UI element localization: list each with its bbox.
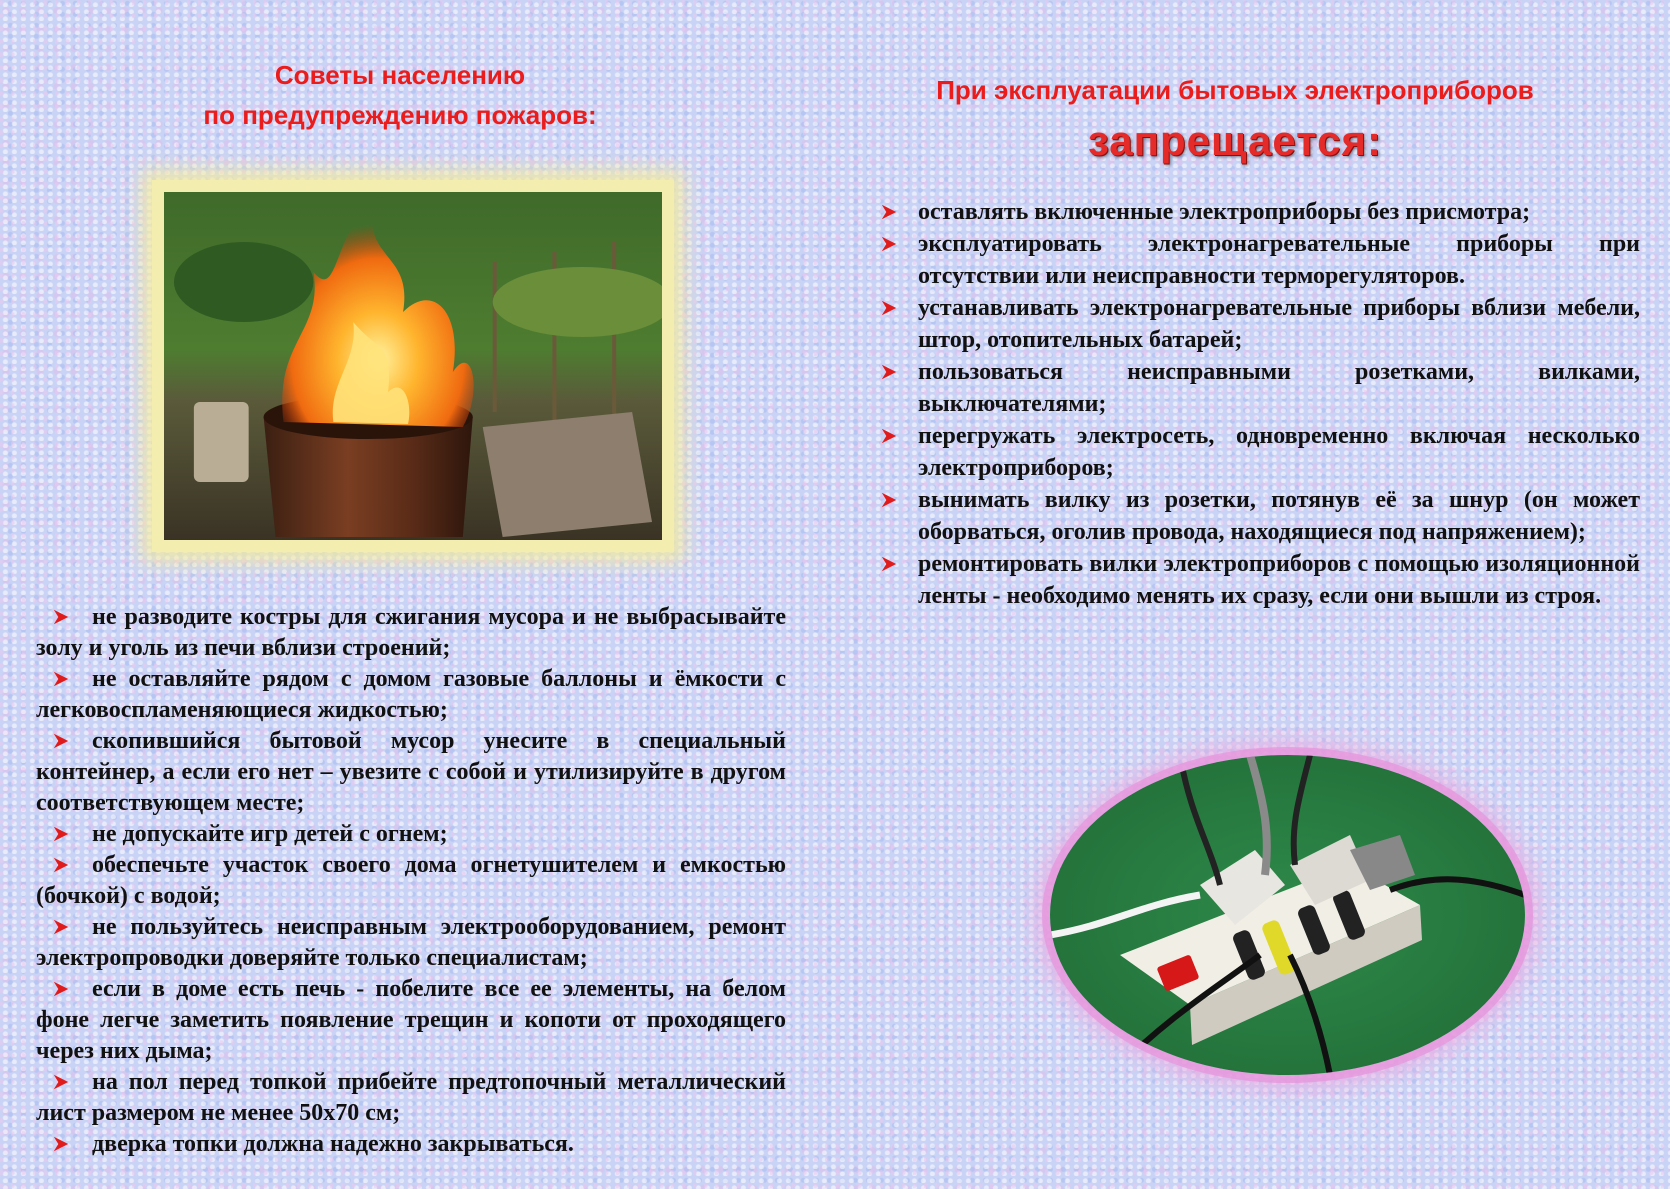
fire-prevention-tips (36, 602, 786, 1160)
right-title-line1: При эксплуатации бытовых электроприборов (936, 75, 1534, 105)
arrow-bullet-icon (52, 850, 72, 881)
burning-barrel-photo (152, 180, 674, 552)
arrow-bullet-icon (52, 912, 72, 943)
list-item: оставлять включенные электроприборы без присмотра; (880, 196, 1640, 228)
list-item: не пользуйтесь неисправным электрооборудованием, ремонт электропроводки доверяйте только специалистам; (36, 914, 786, 971)
overloaded-power-strip-photo (1050, 755, 1525, 1075)
left-title-line1: Советы населению (274, 60, 526, 90)
arrow-bullet-icon (52, 664, 72, 695)
arrow-bullet-icon (880, 484, 900, 516)
list-item: не допускайте игр детей с огнем; (36, 819, 786, 850)
arrow-bullet-icon (52, 602, 72, 633)
list-item: вынимать вилку из розетки, потянув её за шнур (он может оборваться, оголив провода, находящиеся под напряжением); (880, 484, 1640, 548)
list-item: если в доме есть печь - побелите все ее элементы, на белом фоне легче заметить появление трещин и копоти от проходящего через них дыма; (36, 976, 786, 1064)
list-item: не оставляйте рядом с домом газовые баллоны и ёмкости с легковоспламеняющиеся жидкостью; (36, 666, 786, 723)
right-title (835, 68, 1635, 170)
list-item: пользоваться неисправными розетками, вилками, выключателями; (880, 356, 1640, 420)
arrow-bullet-icon (52, 974, 72, 1005)
arrow-bullet-icon (880, 548, 900, 580)
list-item: перегружать электросеть, одновременно включая несколько электроприборов; (880, 420, 1640, 484)
arrow-bullet-icon (52, 819, 72, 850)
right-title-line2: запрещается: (1087, 117, 1383, 164)
arrow-bullet-icon (880, 292, 900, 324)
arrow-bullet-icon (52, 1129, 72, 1160)
left-title (0, 55, 800, 135)
list-item: не разводите костры для сжигания мусора и не выбрасывайте золу и уголь из печи вблизи строений; (36, 604, 786, 661)
list-item: обеспечьте участок своего дома огнетушителем и емкостью (бочкой) с водой; (36, 852, 786, 909)
arrow-bullet-icon (880, 196, 900, 228)
list-item: ремонтировать вилки электроприборов с помощью изоляционной ленты - необходимо менять их сразу, если они вышли из строя. (880, 548, 1640, 612)
arrow-bullet-icon (880, 420, 900, 452)
left-title-line2: по предупреждению пожаров: (203, 100, 597, 130)
list-item: скопившийся бытовой мусор унесите в специальный контейнер, а если его нет – увезите с собой и утилизируйте в другом соответствующем месте; (36, 728, 786, 816)
arrow-bullet-icon (880, 356, 900, 388)
electrical-prohibitions-list (880, 196, 1640, 612)
arrow-bullet-icon (52, 726, 72, 757)
list-item: дверка топки должна надежно закрываться. (36, 1129, 786, 1160)
list-item: устанавливать электронагревательные приборы вблизи мебели, штор, отопительных батарей; (880, 292, 1640, 356)
arrow-bullet-icon (52, 1067, 72, 1098)
arrow-bullet-icon (880, 228, 900, 260)
list-item: эксплуатировать электронагревательные приборы при отсутствии или неисправности терморегуляторов. (880, 228, 1640, 292)
list-item: на пол перед топкой прибейте предтопочный металлический лист размером не менее 50х70 см; (36, 1069, 786, 1126)
